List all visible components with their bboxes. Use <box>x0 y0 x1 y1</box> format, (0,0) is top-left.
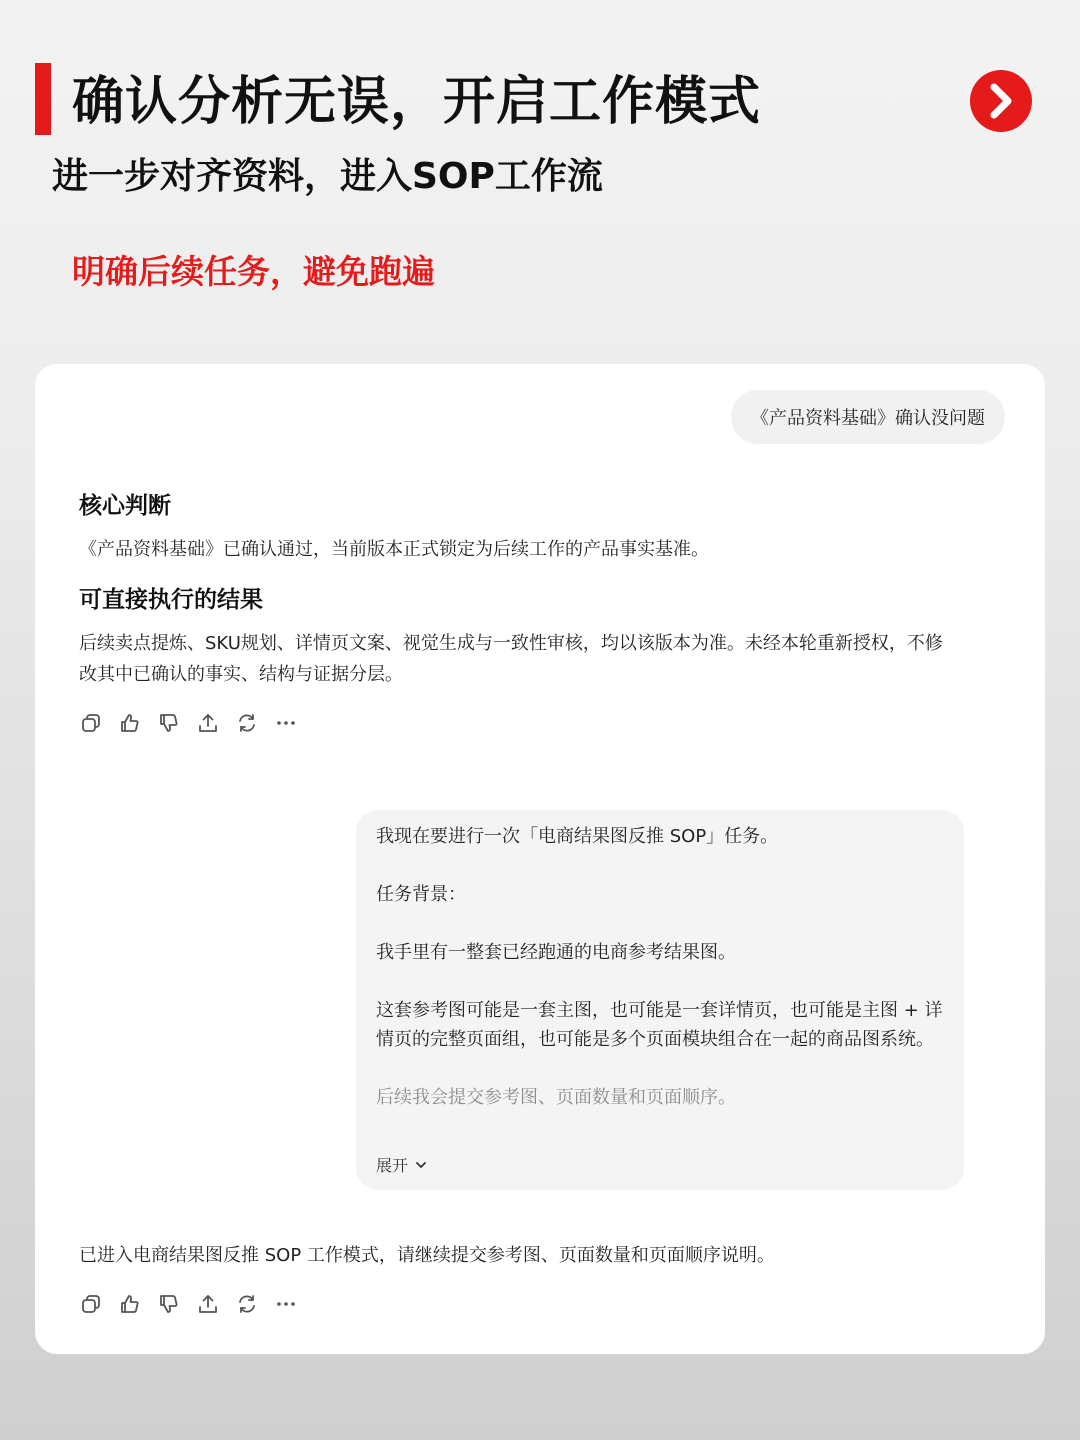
regenerate-icon[interactable] <box>235 1292 258 1315</box>
ai-reply-1 <box>79 490 1009 690</box>
expand-button[interactable] <box>376 1153 428 1176</box>
user-message-line: 我现在要进行一次「电商结果图反推 SOP」任务。 <box>376 826 779 847</box>
user-message-bubble <box>356 810 964 1190</box>
thumbs-down-icon[interactable] <box>157 711 180 734</box>
ai-reply-2-text: 已进入电商结果图反推 SOP 工作模式，请继续提交参考图、页面数量和页面顺序说明。 <box>79 1245 775 1266</box>
heading-core-judgment: 核心判断 <box>79 493 171 519</box>
title-accent-bar <box>35 63 51 135</box>
results-text-line1: 后续卖点提炼、SKU规划、详情页文案、视觉生成与一致性审核，均以该版本为准。未经本轮重新授权，不修 <box>79 633 943 654</box>
copy-icon[interactable] <box>79 711 102 734</box>
user-message-line: 我手里有一整套已经跑通的电商参考结果图。 <box>376 942 736 963</box>
user-message-line: 情页的完整页面组，也可能是多个页面模块组合在一起的商品图系统。 <box>376 1029 934 1050</box>
thumbs-down-icon[interactable] <box>157 1292 180 1315</box>
user-message-pill: 《产品资料基础》确认没问题 <box>731 390 1005 444</box>
ai-reply-2-actions <box>79 1292 297 1315</box>
copy-icon[interactable] <box>79 1292 102 1315</box>
heading-results: 可直接执行的结果 <box>79 587 263 613</box>
next-button[interactable] <box>970 70 1032 132</box>
user-message-line: 任务背景： <box>376 884 466 905</box>
user-message-line-faded: 后续我会提交参考图、页面数量和页面顺序。 <box>376 1087 736 1108</box>
highlight-text: 明确后续任务，避免跑遍 <box>72 252 435 291</box>
more-icon[interactable] <box>274 1292 297 1315</box>
thumbs-up-icon[interactable] <box>118 1292 141 1315</box>
expand-label: 展开 <box>376 1156 409 1175</box>
ai-reply-1-actions <box>79 711 297 734</box>
chat-card <box>35 364 1045 1354</box>
more-icon[interactable] <box>274 711 297 734</box>
page-title: 确认分析无误，开启工作模式 <box>72 72 762 132</box>
chevron-right-icon <box>986 83 1016 119</box>
share-icon[interactable] <box>196 1292 219 1315</box>
chevron-down-icon <box>414 1158 428 1172</box>
thumbs-up-icon[interactable] <box>118 711 141 734</box>
results-text-line2: 改其中已确认的事实、结构与证据分层。 <box>79 664 403 685</box>
regenerate-icon[interactable] <box>235 711 258 734</box>
page-subtitle: 进一步对齐资料，进入SOP工作流 <box>52 156 603 197</box>
user-message-line: 这套参考图可能是一套主图，也可能是一套详情页，也可能是主图 + 详 <box>376 1000 943 1021</box>
share-icon[interactable] <box>196 711 219 734</box>
core-judgment-text: 《产品资料基础》已确认通过，当前版本正式锁定为后续工作的产品事实基准。 <box>79 539 709 560</box>
ai-reply-2 <box>79 1240 1009 1271</box>
